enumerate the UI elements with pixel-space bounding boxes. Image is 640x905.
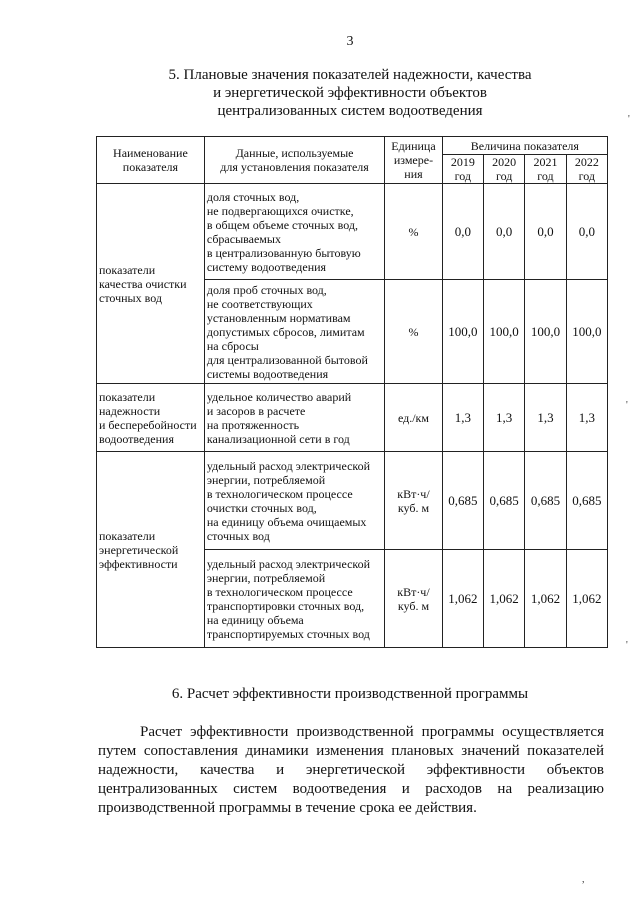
- row-value: 100,0: [525, 280, 566, 384]
- group-name: показатели надежности и бесперебойности водоотведения: [97, 384, 205, 452]
- table-row: [97, 184, 608, 280]
- section-6-title: 6. Расчет эффективности производственной программы: [171, 686, 529, 702]
- row-value: 0,0: [566, 184, 607, 280]
- row-unit: %: [385, 184, 442, 280]
- header-year: 2021 год: [525, 155, 566, 184]
- row-value: 0,685: [442, 452, 483, 550]
- table-row: [97, 452, 608, 550]
- row-value: 1,3: [442, 384, 483, 452]
- header-year: 2019 год: [442, 155, 483, 184]
- row-data: удельное количество аварий и засоров в расчете на протяженность канализационной сети в год: [204, 384, 384, 452]
- header-data: Данные, используемые для установления показателя: [204, 137, 384, 184]
- row-value: 1,3: [566, 384, 607, 452]
- row-data: доля проб сточных вод, не соответствующих установленным нормативам допустимых сбросов, лимитам на сбросы для централизованной бытовой системы водоотведения: [204, 280, 384, 384]
- row-value: 0,685: [566, 452, 607, 550]
- row-value: 0,685: [525, 452, 566, 550]
- row-data: доля сточных вод, не подвергающихся очистке, в общем объеме сточных вод, сбрасываемых в централизованную бытовую систему водоотведения: [204, 184, 384, 280]
- header-unit: Единица измере- ния: [385, 137, 442, 184]
- table-row: [97, 384, 608, 452]
- row-value: 100,0: [442, 280, 483, 384]
- row-value: 1,062: [525, 550, 566, 648]
- row-unit: кВт·ч/ куб. м: [385, 452, 442, 550]
- header-year: 2022 год: [566, 155, 607, 184]
- header-name: Наименование показателя: [97, 137, 205, 184]
- row-data: удельный расход электрической энергии, потребляемой в технологическом процессе очистки сточных вод, на единицу объема очищаемых сточных вод: [204, 452, 384, 550]
- header-value-group: Величина показателя: [442, 137, 607, 155]
- indicators-table: [96, 136, 608, 648]
- row-value: 0,0: [484, 184, 525, 280]
- header-year: 2020 год: [484, 155, 525, 184]
- row-value: 100,0: [484, 280, 525, 384]
- row-unit: кВт·ч/ куб. м: [385, 550, 442, 648]
- row-value: 1,062: [566, 550, 607, 648]
- section-6-paragraph: Расчет эффективности производственной программы осуществляется путем сопоставления динамики изменения плановых значений показателей надежности, качества и энергетической эффективности объектов централизованных систем водоотведения и расходов на реализацию производственной программы в течение срока ее действия.: [98, 724, 604, 816]
- row-value: 100,0: [566, 280, 607, 384]
- row-data: удельный расход электрической энергии, потребляемой в технологическом процессе транспортировки сточных вод, на единицу объема транспортируемых сточных вод: [204, 550, 384, 648]
- row-value: 0,0: [525, 184, 566, 280]
- scan-mark: ': [626, 640, 628, 651]
- section-5-title-line: 5. Плановые значения показателей надежности, качества: [168, 67, 532, 83]
- row-value: 1,3: [525, 384, 566, 452]
- page-number: 3: [346, 34, 354, 49]
- row-value: 0,685: [484, 452, 525, 550]
- section-5-title-line: и энергетической эффективности объектов: [213, 85, 487, 101]
- section-5-title-line: централизованных систем водоотведения: [217, 103, 483, 119]
- row-value: 1,062: [442, 550, 483, 648]
- row-value: 1,3: [484, 384, 525, 452]
- group-name: показатели качества очистки сточных вод: [97, 184, 205, 384]
- row-value: 0,0: [442, 184, 483, 280]
- scan-mark: ,: [582, 874, 585, 885]
- row-value: 1,062: [484, 550, 525, 648]
- row-unit: ед./км: [385, 384, 442, 452]
- section-5-title: [90, 66, 610, 120]
- group-name: показатели энергетической эффективности: [97, 452, 205, 648]
- row-unit: %: [385, 280, 442, 384]
- scan-mark: ': [628, 114, 630, 125]
- scan-mark: ': [626, 400, 628, 411]
